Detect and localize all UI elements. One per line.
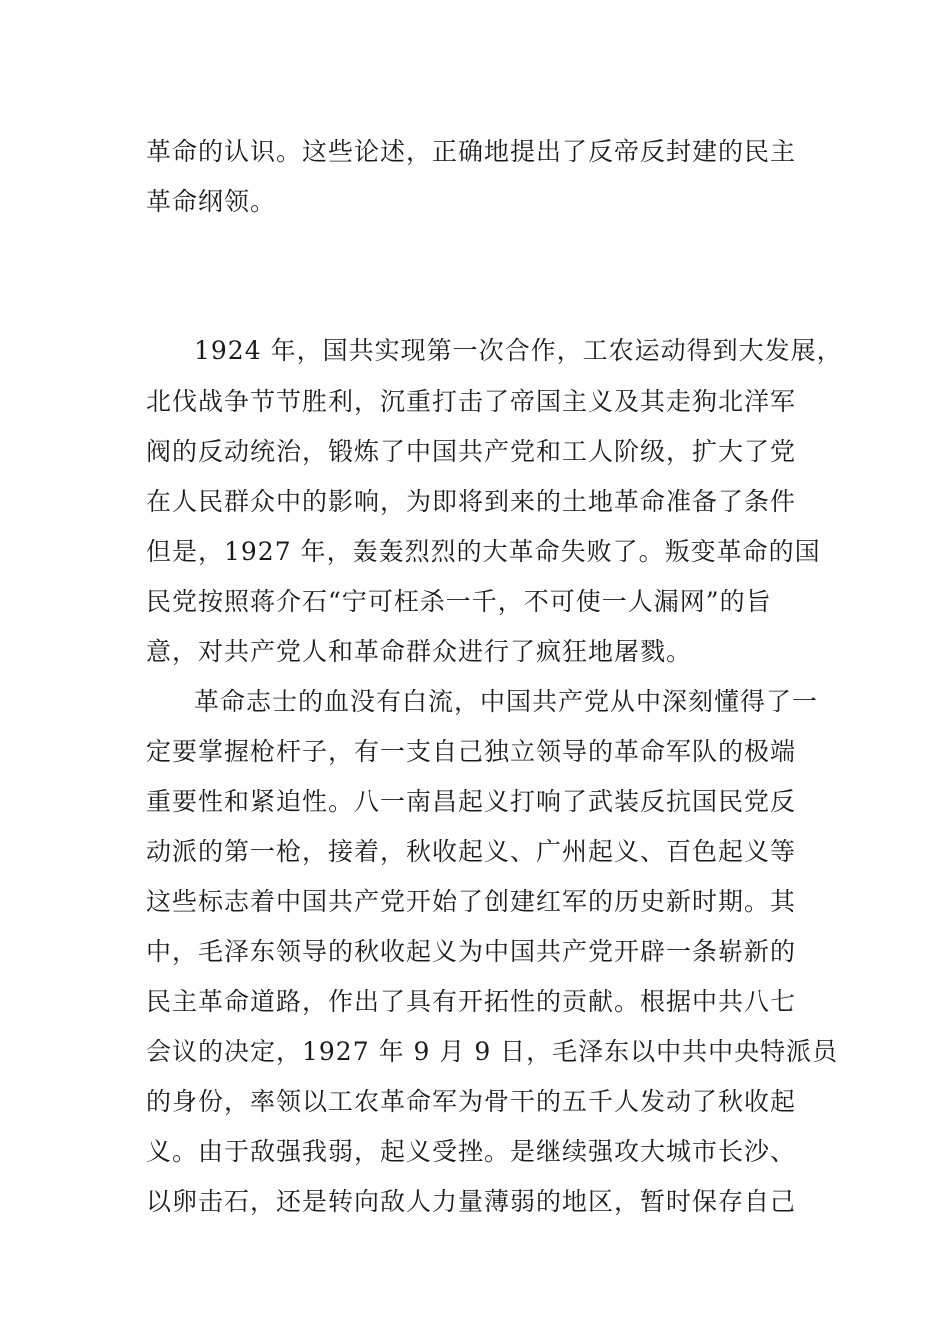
text-line: 1924 年，国共实现第一次合作，工农运动得到大发展， — [194, 336, 843, 365]
text-line: 这些标志着中国共产党开始了创建红军的历史新时期。其 — [146, 887, 797, 916]
text-line: 以卵击石，还是转向敌人力量薄弱的地区，暂时保存自己 — [146, 1187, 797, 1216]
text-line: 在人民群众中的影响，为即将到来的土地革命准备了条件 — [146, 487, 797, 516]
text-line: 民党按照蒋介石“宁可枉杀一千，不可使一人漏网”的旨 — [146, 587, 772, 616]
text-line: 动派的第一枪，接着，秋收起义、广州起义、百色起义等 — [146, 837, 797, 866]
text-line: 民主革命道路，作出了具有开拓性的贡献。根据中共八七 — [146, 987, 797, 1016]
text-line: 但是，1927 年，轰轰烈烈的大革命失败了。叛变革命的国 — [146, 537, 821, 566]
text-line: 革命纲领。 — [146, 187, 277, 216]
text-line: 会议的决定，1927 年 9 月 9 日，毛泽东以中共中央特派员 — [146, 1037, 839, 1066]
text-line: 阀的反动统治，锻炼了中国共产党和工人阶级，扩大了党 — [146, 437, 797, 466]
text-line: 定要掌握枪杆子，有一支自己独立领导的革命军队的极端 — [146, 737, 797, 766]
text-line: 义。由于敌强我弱，起义受挫。是继续强攻大城市长沙、 — [146, 1137, 797, 1166]
text-line: 的身份，率领以工农革命军为骨干的五千人发动了秋收起 — [146, 1087, 797, 1116]
text-line: 革命的认识。这些论述，正确地提出了反帝反封建的民主 — [146, 137, 797, 166]
text-line: 意，对共产党人和革命群众进行了疯狂地屠戮。 — [146, 637, 693, 666]
text-line: 重要性和紧迫性。八一南昌起义打响了武装反抗国民党反 — [146, 787, 797, 816]
text-line: 革命志士的血没有白流，中国共产党从中深刻懂得了一 — [194, 687, 819, 716]
text-line: 北伐战争节节胜利，沉重打击了帝国主义及其走狗北洋军 — [146, 387, 797, 416]
text-line: 中，毛泽东领导的秋收起义为中国共产党开辟一条崭新的 — [146, 937, 797, 966]
